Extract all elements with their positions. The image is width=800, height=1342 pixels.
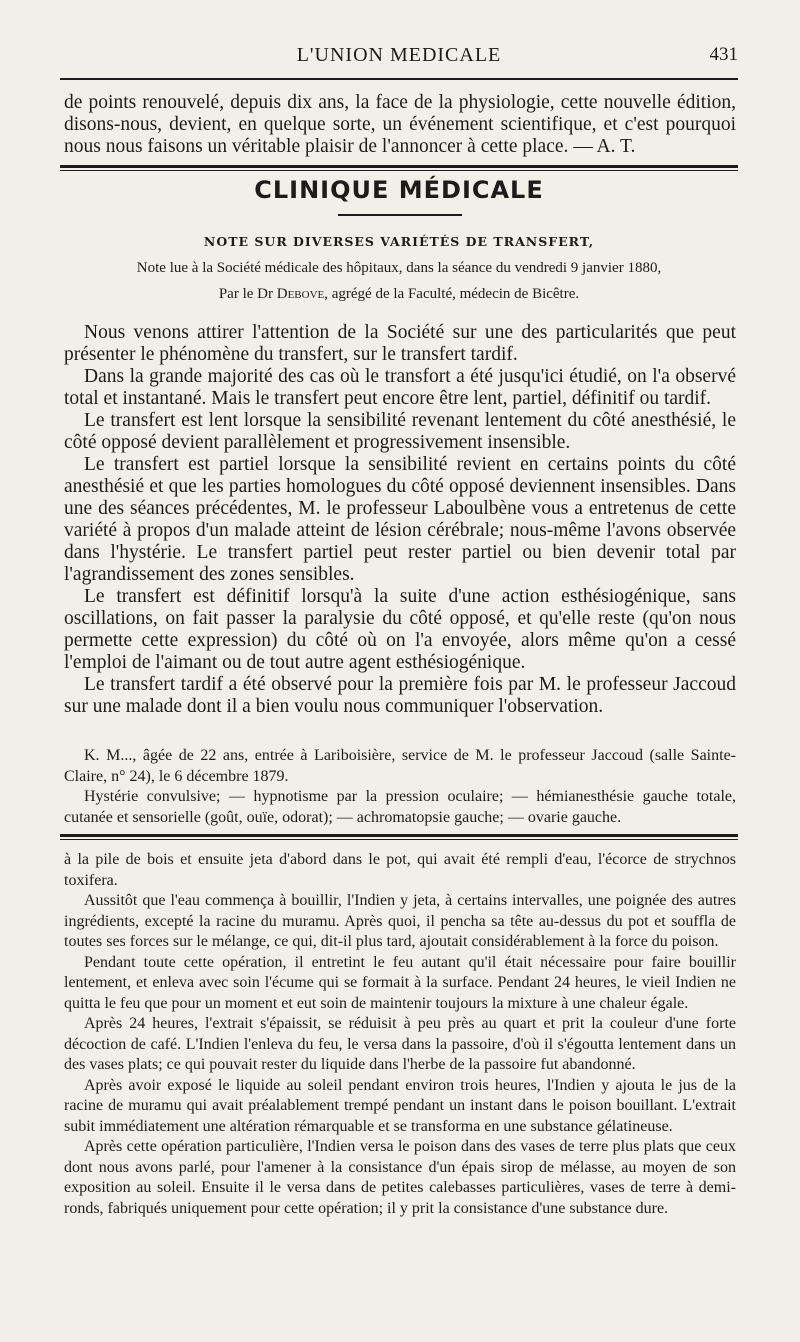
intro-paragraph: de points renouvelé, depuis dix ans, la face de la physiologie, cette nouvelle édition, disons-nous, devient, en quelque sorte, un événement scientifique, et c'est pourquoi nous nous faisons un véritable plaisir de l'annoncer à cette place. — A. T. [64,92,736,157]
page-number: 431 [709,44,738,65]
article-subtitle: NOTE SUR DIVERSES VARIÉTÉS DE TRANSFERT, [203,234,595,249]
article-body [64,322,736,718]
case-observation [64,746,736,828]
note-suffix: , agrégé de la Faculté, médecin de Bicêtre. [324,286,580,302]
article-paragraph: Le transfert tardif a été observé pour la première fois par M. le professeur Jaccoud sur une malade dont il a bien voulu nous communiquer l'observation. [64,674,736,717]
note-line-1: Note lue à la Société médicale des hôpitaux, dans la séance du vendredi 9 janvier 1880, [136,260,662,276]
note-prefix: Par le Dr [218,286,273,302]
header-rule [60,78,738,80]
case-paragraph: Hystérie convulsive; — hypnotisme par la pression oculaire; — hémianesthésie gauche totale, cutanée et sensorielle (goût, ouïe, odorat); — achromatopsie gauche; — ovarie gauche. [64,788,736,826]
note-line-2 [60,286,738,303]
note-author: Debove [276,286,325,302]
intro-paragraph-block [64,92,736,158]
running-head: L'UNION MEDICALE [296,44,502,66]
feuilleton-paragraph: à la pile de bois et ensuite jeta d'abord dans le pot, qui avait été rempli d'eau, l'écorce de strychnos toxifera. [64,851,736,889]
article-paragraph: Le transfert est définitif lorsqu'à la suite d'une action esthésiogénique, sans oscillations, on fait passer la paralysie du côté opposé, et qu'elle reste (qu'on nous permette cette expression) du côté où on l'a envoyée, alors même qu'on a cessé l'emploi de l'aimant ou de tout autre agent esthésiogénique. [64,586,736,673]
page-header [60,44,738,74]
section-rule-top-thin [60,170,738,171]
article-paragraph: Le transfert est lent lorsque la sensibilité revenant lentement du côté anesthésié, le côté opposé devient parallèlement et progressivement insensible. [64,410,736,453]
feuilleton-paragraph: Aussitôt que l'eau commença à bouillir, l'Indien y jeta, à certains intervalles, une poignée des autres ingrédients, excepté la racine du muramu. Après quoi, il pencha sa tête au-dessus du pot et souffla de toutes ses forces sur le mélange, ce qui, dit-il plus tard, ajoutait considérablement à la force du poison. [64,892,736,950]
article-paragraph: Le transfert est partiel lorsque la sensibilité revient en certains points du côté anesthésié et que les parties homologues du côté opposé deviennent insensibles. Dans une des séances précédentes, M. le professeur Laboulbène vous a entretenus de cette variété à propos d'un malade atteint de lésion cérébrale; nous-même l'avons observée dans l'hystérie. Le transfert partiel peut rester partiel ou bien devenir total par l'agrandissement des zones sensibles. [64,454,736,585]
feuilleton-paragraph: Pendant toute cette opération, il entretint le feu autant qu'il était nécessaire pour faire bouillir lentement, et enleva avec soin l'écume qui se formait à la surface. Pendant 24 heures, le vieil Indien ne quitta le feu que pour un moment et eut soin de maintenir toujours la mixture à une chaleur égale. [64,953,736,1012]
section-title: CLINIQUE MÉDICALE [254,176,544,204]
feuilleton-rule [60,834,738,837]
case-paragraph: K. M..., âgée de 22 ans, entrée à Lariboisière, service de M. le professeur Jaccoud (salle Sainte-Claire, n° 24), le 6 décembre 1879. [64,747,736,785]
section-rule-top [60,165,738,168]
feuilleton-paragraph: Après cette opération particulière, l'Indien versa le poison dans des vases de terre plus plats que ceux dont nous avons parlé, pour l'amener à la consistance d'un épais sirop de mélasse, au moyen de son exposition au soleil. Ensuite il le versa dans de petites calebasses particulières, vases de terre à demi-ronds, fabriqués uniquement pour cette opération; il y prit la consistance d'une substance dure. [64,1138,736,1217]
article-paragraph: Dans la grande majorité des cas où le transfort a été jusqu'ici étudié, on l'a observé total et instantané. Mais le transfert peut encore être lent, partiel, définitif ou tardif. [64,366,736,409]
title-underline [338,214,462,216]
feuilleton-body [64,850,736,1219]
feuilleton-paragraph: Après 24 heures, l'extrait s'épaissit, se réduisit à peu près au quart et prit la couleur d'une forte décoction de café. L'Indien l'enleva du feu, le versa dans la passoire, d'où il s'égoutta lentement dans un des vases plats; ce qui pouvait rester du liquide dans l'herbe de la passoire fut abandonné. [64,1015,736,1073]
article-paragraph: Nous venons attirer l'attention de la Société sur une des particularités que peut présenter le phénomène du transfert, sur le transfert tardif. [64,322,736,365]
feuilleton-paragraph: Après avoir exposé le liquide au soleil pendant environ trois heures, l'Indien y ajouta le jus de la racine de muramu qui avait préalablement trempé pendant un instant dans le poison bouillant. L'extrait subit immédiatement une altération rémarquable et se transforma en une substance gélatineuse. [64,1076,736,1135]
feuilleton-rule-thin [60,839,738,840]
